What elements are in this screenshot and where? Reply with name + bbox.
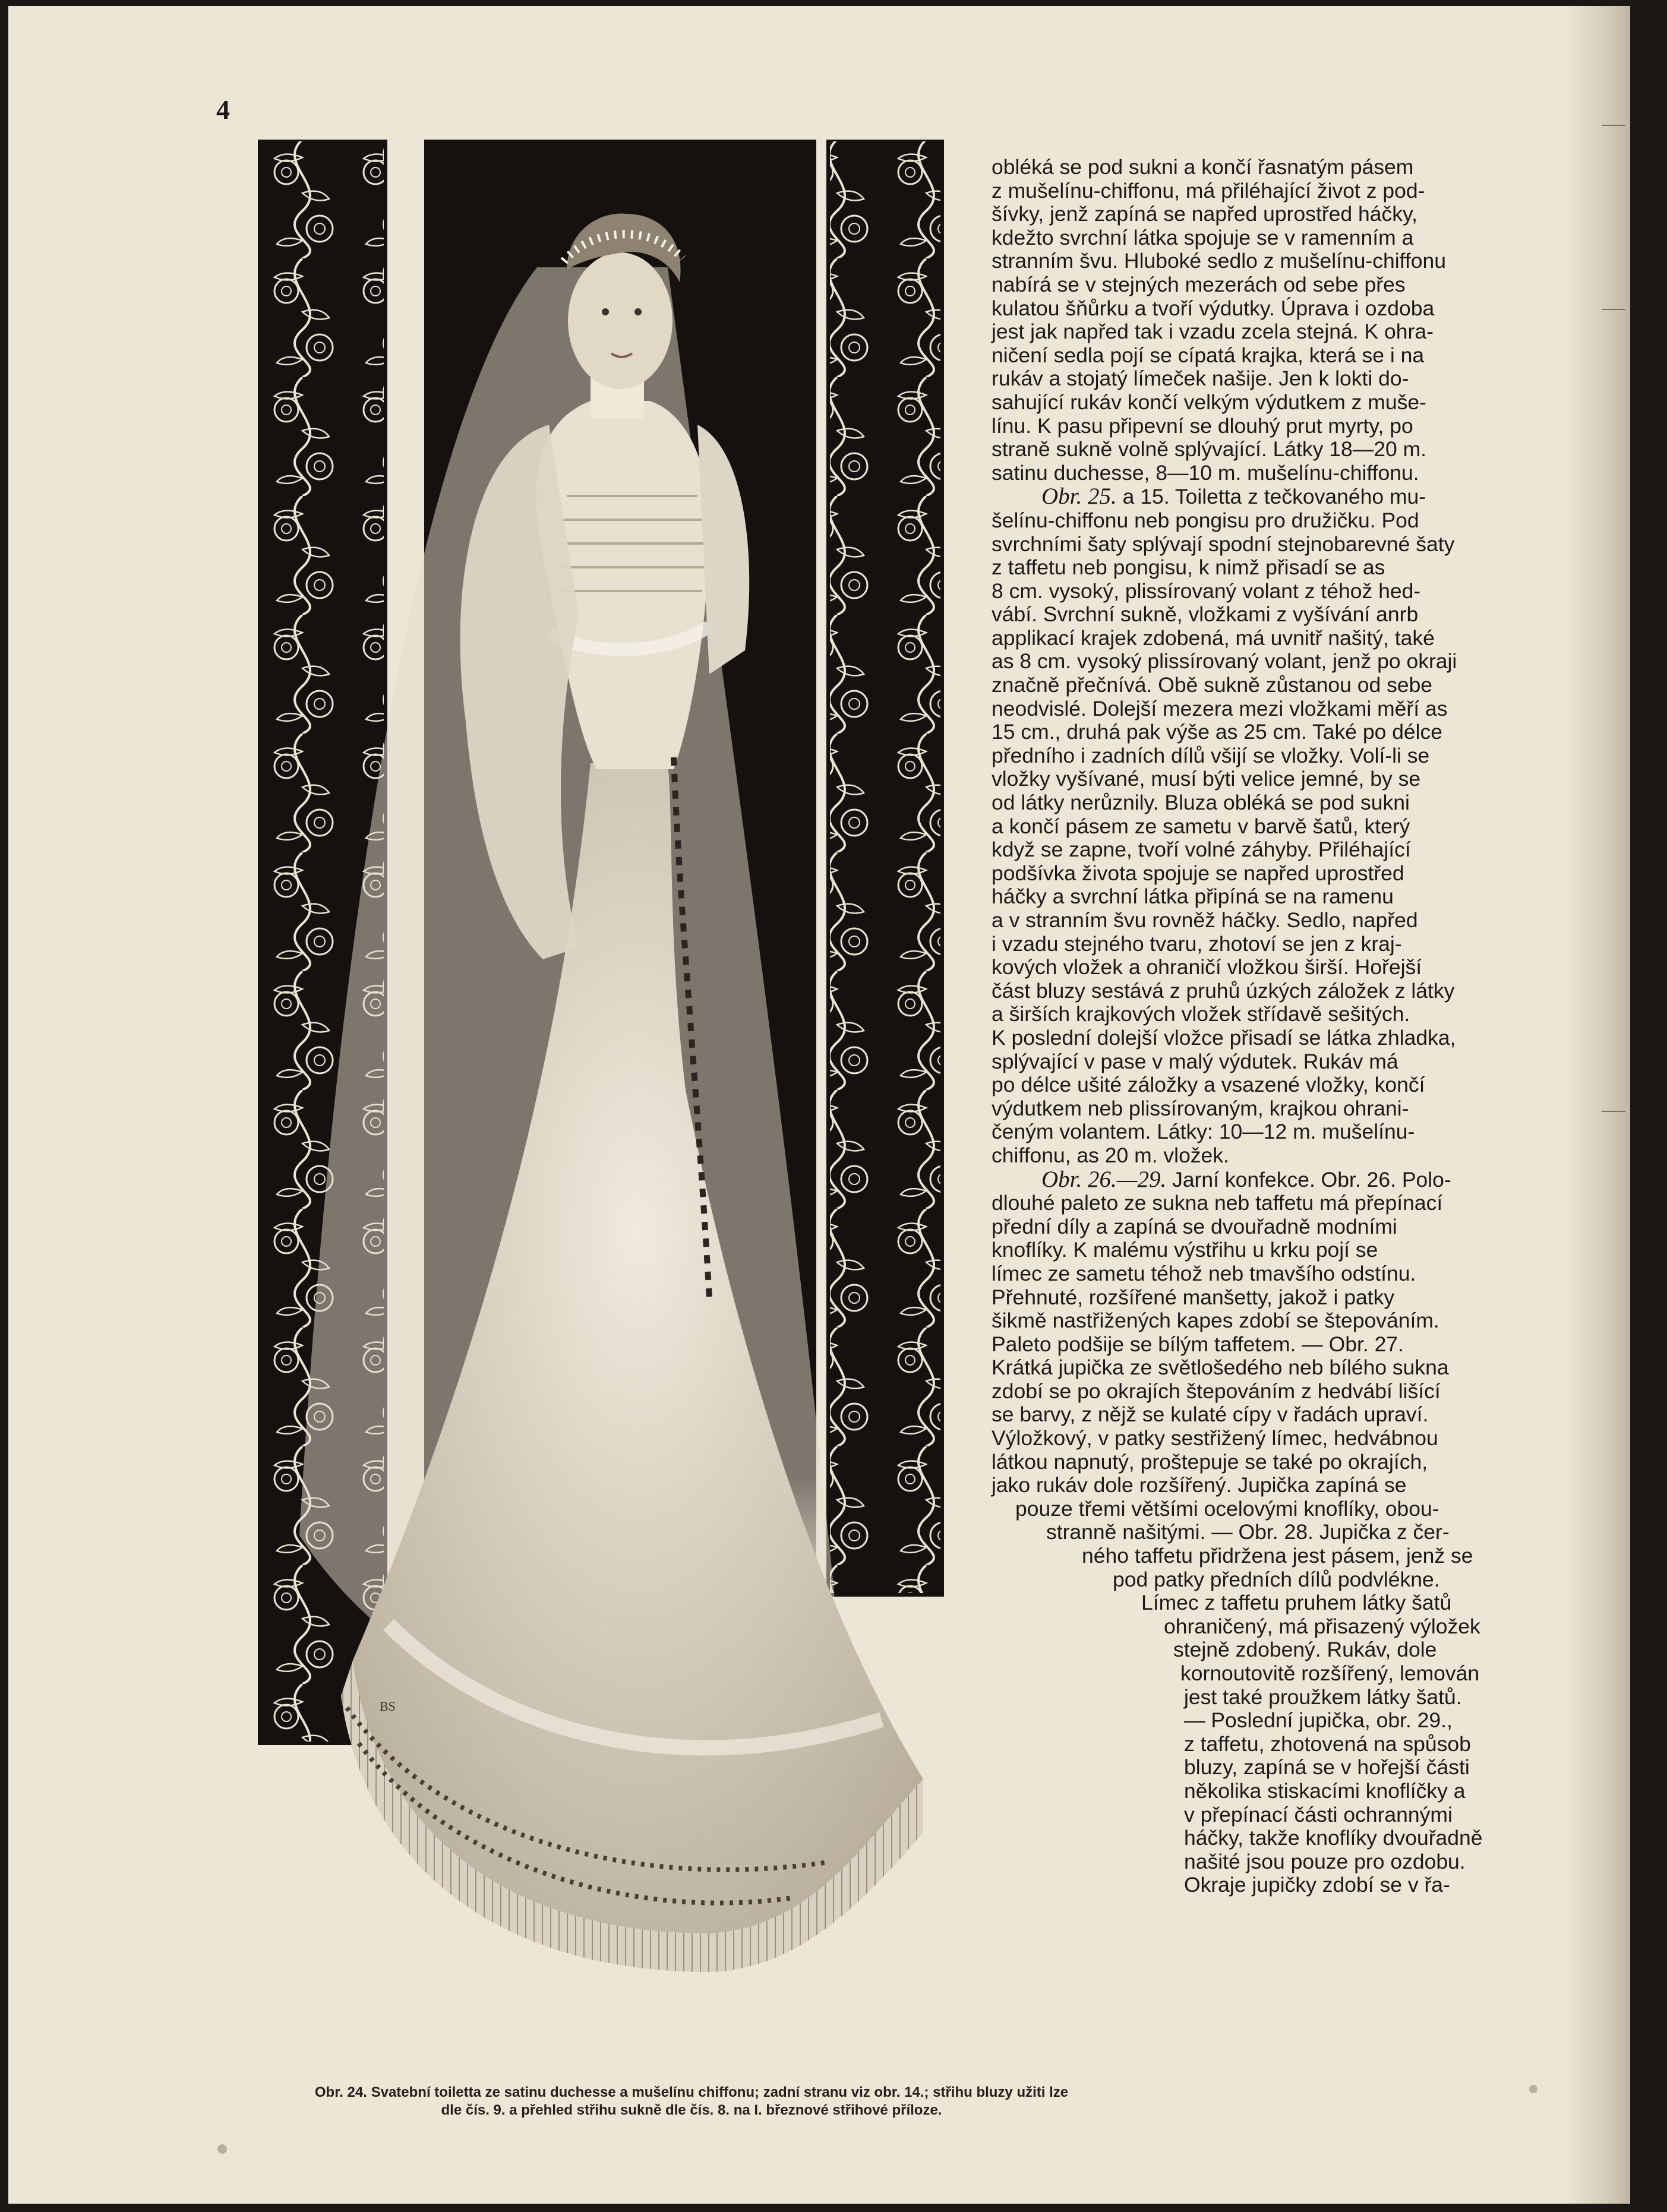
text-line: jest jak napřed tak i vzadu zcela stejná. K ohra-: [992, 320, 1434, 344]
margin-mark: [1602, 309, 1625, 310]
text-line: háčky, takže knoflíky dvouřadně: [1184, 1826, 1483, 1850]
text-line: část bluzy sestává z pruhů úzkých záložek z látky: [992, 978, 1455, 1003]
figure-reference: Obr. 26.—29.: [1041, 1166, 1167, 1192]
text-line: látkou napnutý, proštepuje se také po okrajích,: [992, 1449, 1428, 1474]
text-line: čeným volantem. Látky: 10—12 m. mušelínu-: [992, 1120, 1415, 1144]
margin-mark: [1602, 1111, 1625, 1112]
text-line: obléká se pod sukni a končí řasnatým pásem: [992, 155, 1414, 179]
figure-caption: [216, 2084, 1167, 2119]
text-line: — Poslední jupička, obr. 29.,: [1184, 1708, 1453, 1733]
text-line: splývající v pase v malý výdutek. Rukáv má: [992, 1049, 1398, 1073]
text-line: předního i zadních dílů všijí se vložky. Volí-li se: [992, 743, 1430, 767]
text-line: našité jsou pouze pro ozdobu.: [1184, 1849, 1466, 1873]
text-line: značně přečnívá. Obě sukně zůstanou od sebe: [992, 673, 1433, 697]
page-fold-shadow: [1565, 6, 1630, 2204]
paper-speck: [1529, 2085, 1537, 2093]
text-line: a v stranním švu rovněž háčky. Sedlo, napřed: [992, 908, 1418, 932]
text-line: as 8 cm. vysoký plissírovaný volant, jenž po okraji: [992, 649, 1457, 674]
text-line: límec ze sametu téhož neb tmavšího odstínu.: [992, 1261, 1416, 1285]
page-fold-line: [1611, 6, 1614, 2204]
text-line: vábí. Svrchní sukně, vložkami z vyšívání anrb: [992, 602, 1419, 627]
text-line: z taffetu neb pongisu, k nimž přisadí se as: [992, 555, 1385, 580]
text-line: Přehnuté, rozšířené manšetty, jakož i patky: [992, 1285, 1395, 1309]
text-line: přední díly a zapíná se dvouřadně modními: [992, 1214, 1397, 1238]
text-line: línu. K pasu připevní se dlouhý prut myrty, po: [992, 413, 1413, 438]
text-line: vložky vyšívané, musí býti velice jemné, by se: [992, 767, 1421, 791]
text-line: Límec z taffetu pruhem látky šatů: [1141, 1591, 1452, 1615]
page-number: 4: [216, 94, 230, 125]
text-line-figure-ref: Obr. 26.—29. Jarní konfekce. Obr. 26. Polo-: [1041, 1166, 1451, 1192]
text-line: satinu duchesse, 8—10 m. mušelínu-chiffonu.: [992, 460, 1419, 485]
text-line: po délce ušité záložky a vsazené vložky, končí: [992, 1073, 1425, 1097]
bridal-gown-illustration: [258, 140, 947, 2070]
text-line: ného taffetu přidržena jest pásem, jenž se: [1082, 1544, 1473, 1568]
text-line: od látky nerůznily. Bluza obléká se pod sukni: [992, 791, 1410, 815]
text-line: zdobí se po okrajích štepováním z hedvábí lišící: [992, 1379, 1441, 1403]
text-line: nabírá se v stejných mezerách od sebe přes: [992, 272, 1406, 296]
figure-reference: Obr. 25.: [1041, 484, 1117, 510]
text-line: a širších krajkových vložek střídavě sešitých.: [992, 1002, 1410, 1026]
text-line: sahující rukáv končí velkým výdutkem z muše-: [992, 390, 1426, 414]
text-line: kdežto svrchní látka spojuje se v ramenním a: [992, 225, 1414, 249]
text-line: šikmě nastřižených kapes zdobí se štepováním.: [992, 1309, 1439, 1333]
text-line: pouze třemi většími ocelovými knoflíky, obou-: [1015, 1496, 1439, 1521]
text-line: neodvislé. Dolejší mezera mezi vložkami měří as: [992, 696, 1448, 721]
text-line: háčky a svrchní látka připíná se na ramenu: [992, 884, 1394, 909]
text-line: stejně zdobený. Rukáv, dole: [1173, 1638, 1437, 1662]
text-line: chiffonu, as 20 m. vložek.: [992, 1143, 1229, 1167]
text-line: dlouhé paleto ze sukna neb taffetu má přepínací: [992, 1191, 1443, 1215]
text-line: šelínu-chiffonu neb pongisu pro družičku. Pod: [992, 508, 1419, 532]
text-line: ničení sedla pojí se cípatá krajka, která se i na: [992, 343, 1425, 367]
text-line: a končí pásem ze sametu v barvě šatů, který: [992, 814, 1410, 838]
text-line: Paleto podšije se bílým taffetem. — Obr. 27.: [992, 1332, 1404, 1356]
text-line: jako rukáv dole rozšířený. Jupička zapíná se: [992, 1473, 1407, 1497]
magazine-page: [8, 6, 1630, 2204]
artist-monogram: BS: [380, 1699, 396, 1714]
text-line: podšívka života spojuje se napřed uprostřed: [992, 861, 1404, 885]
margin-mark: [1602, 125, 1625, 126]
text-line: Krátká jupička ze světlošedého neb bílého sukna: [992, 1355, 1449, 1380]
caption-line: dle čís. 9. a přehled střihu sukně dle čís. 8. na I. březnové střihové příloze.: [441, 2102, 942, 2118]
text-line: z mušelínu-chiffonu, má přiléhající život z pod-: [992, 178, 1425, 203]
article-body: [992, 156, 1568, 1897]
text-line: kulatou šňůrku a tvoří výdutky. Úprava i ozdoba: [992, 296, 1435, 320]
text-line: výdutkem neb plissírovaným, krajkou ohrani-: [992, 1096, 1409, 1120]
caption-line: Obr. 24. Svatební toiletta ze satinu duchesse a mušelínu chiffonu; zadní stranu viz obr. 14.; střihu bluzy užiti lze: [314, 2084, 1069, 2100]
text-line: kových vložek a ohraničí vložkou širší. Hořejší: [992, 955, 1422, 979]
text-line: jest také proužkem látky šatů.: [1184, 1685, 1462, 1709]
text-line: z taffetu, zhotovená na spůsob: [1184, 1731, 1471, 1756]
text-line: když se zapne, tvoří volné záhyby. Přiléhající: [992, 838, 1411, 862]
text-line: bluzy, zapíná se v hořejší části: [1184, 1755, 1470, 1780]
text-line: rukáv a stojatý límeček našije. Jen k lokti do-: [992, 366, 1409, 391]
text-line: ohraničený, má přisazený výložek: [1164, 1614, 1480, 1638]
right-ornament-panel: [828, 140, 942, 1595]
text-line: stranním švu. Hluboké sedlo z mušelínu-chiffonu: [992, 249, 1446, 273]
text-line: svrchními šaty splývají spodní stejnobarevné šaty: [992, 532, 1455, 556]
text-line: applikací krajek zdobená, má uvnitř našitý, také: [992, 625, 1435, 650]
eye: [634, 308, 642, 315]
text-line: Okraje jupičky zdobí se v řa-: [1184, 1873, 1450, 1897]
text-line: 15 cm., druhá pak výše as 25 cm. Také po délce: [992, 720, 1443, 744]
text-line: K poslední dolejší vložce přisadí se látka zhladka,: [992, 1025, 1456, 1050]
text-line: knoflíky. K malému výstřihu u krku pojí se: [992, 1238, 1378, 1262]
text-line: stranně našitými. — Obr. 28. Jupička z čer-: [1046, 1520, 1450, 1544]
text-line: kornoutovitě rozšířený, lemován: [1180, 1661, 1480, 1685]
text-line: Výložkový, v patky sestřižený límec, hedvábnou: [992, 1426, 1438, 1451]
eye: [602, 308, 609, 315]
text-line: 8 cm. vysoký, plissírovaný volant z téhož hed-: [992, 579, 1421, 603]
text-line-figure-ref: Obr. 25. a 15. Toiletta z tečkovaného mu-: [1041, 484, 1426, 510]
text-line: straně sukně volně splývající. Látky 18—20 m.: [992, 437, 1427, 462]
text-line: šívky, jenž zapíná se napřed uprostřed háčky,: [992, 202, 1417, 226]
text-line: pod patky předních dílů podvlékne.: [1113, 1567, 1440, 1591]
text-line: v přepínací části ochrannými: [1184, 1802, 1453, 1827]
head: [568, 252, 673, 389]
text-line: i vzadu stejného tvaru, zhotoví se jen z kraj-: [992, 931, 1402, 956]
text-line: několika stiskacími knoflíčky a: [1184, 1778, 1466, 1803]
text-line: se barvy, z nějž se kulaté cípy v řadách upraví.: [992, 1402, 1429, 1427]
paper-speck: [217, 2144, 227, 2154]
